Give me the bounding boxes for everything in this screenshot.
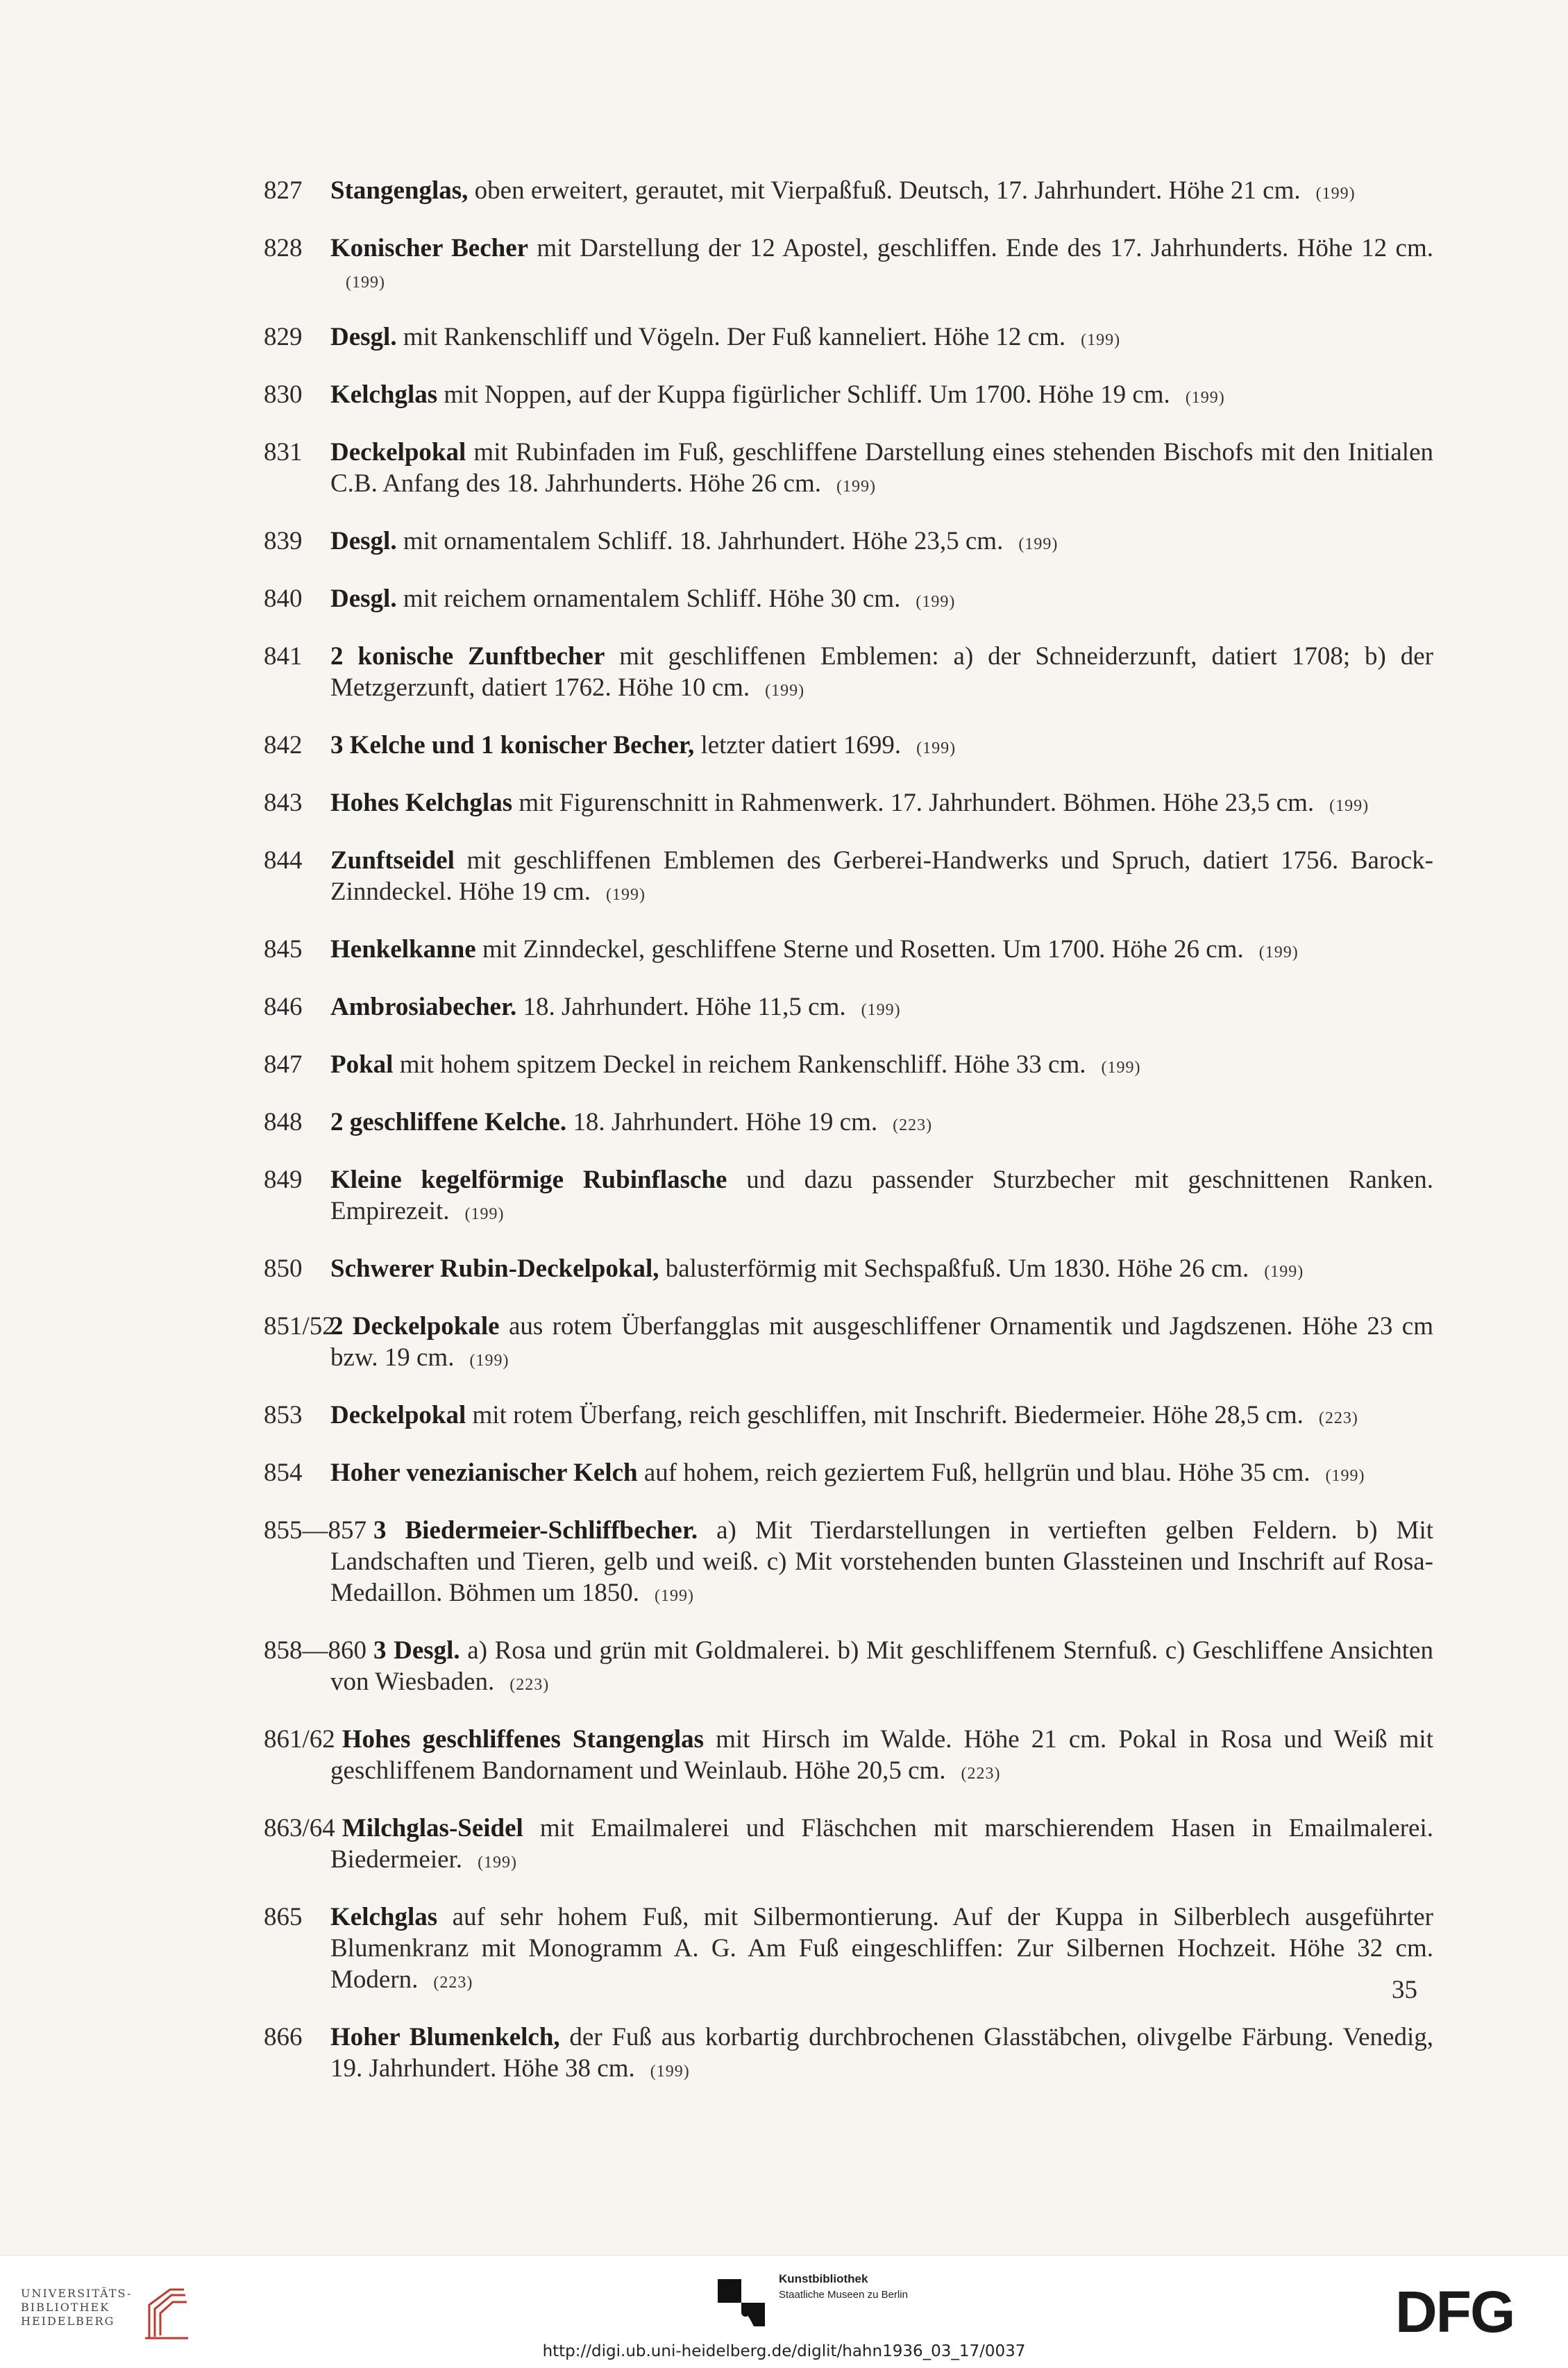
entry-title: Henkelkanne	[330, 935, 476, 964]
entry-reference: (199)	[464, 1205, 505, 1223]
entry-reference: (199)	[650, 2063, 690, 2081]
entry-description: mit Darstellung der 12 Apostel, geschliffen. Ende des 17. Jahrhunderts. Höhe 12 cm.	[528, 234, 1433, 262]
entry-reference: (199)	[606, 886, 646, 904]
catalog-entry	[264, 1724, 1433, 1790]
entry-title: Kleine kegelförmige Rubinflasche	[330, 1166, 727, 1194]
entry-title: 3 Biedermeier-Schliffbecher.	[373, 1516, 698, 1545]
entry-number: 863/64	[264, 1814, 335, 1842]
entry-reference: (199)	[655, 1587, 694, 1605]
catalog-entry	[264, 1901, 1433, 1999]
catalog-entry	[264, 526, 1433, 560]
entry-title: Desgl.	[330, 323, 397, 351]
university-line: BIBLIOTHEK	[21, 2301, 110, 2314]
entry-number: 846	[264, 993, 303, 1021]
entry-reference: (199)	[1101, 1059, 1141, 1077]
entry-title: Kelchglas	[330, 380, 438, 409]
catalog-entry	[264, 730, 1433, 764]
entry-description: mit Rankenschliff und Vögeln. Der Fuß kanneliert. Höhe 12 cm.	[396, 323, 1066, 351]
catalog-entry	[264, 1049, 1433, 1084]
entry-description: a) Rosa und grün mit Goldmalerei. b) Mit geschliffenem Sternfuß. c) Geschliffene Ansichten von Wiesbaden.	[330, 1636, 1433, 1696]
entry-title: Milchglas-Seidel	[342, 1814, 523, 1842]
entry-title: 2 konische Zunftbecher	[330, 642, 605, 671]
entry-description: mit reichem ornamentalem Schliff. Höhe 30 cm.	[396, 585, 901, 613]
catalog-entry	[264, 2022, 1433, 2088]
entry-description: mit ornamentalem Schliff. 18. Jahrhundert. Höhe 23,5 cm.	[396, 527, 1004, 555]
entry-number: 858—860	[264, 1636, 366, 1665]
entry-description: 18. Jahrhundert. Höhe 11,5 cm.	[516, 993, 846, 1021]
entry-description: mit Noppen, auf der Kuppa figürlicher Schliff. Um 1700. Höhe 19 cm.	[437, 380, 1170, 409]
catalog-entry	[264, 379, 1433, 414]
entry-reference: (199)	[916, 739, 956, 757]
entry-description: mit Rubinfaden im Fuß, geschliffene Darstellung eines stehenden Bischofs mit den Initialen C.B. Anfang des 18. Jahrhunderts. Höhe 26 cm.	[330, 438, 1433, 498]
entry-number: 850	[264, 1254, 303, 1283]
entry-title: Desgl.	[330, 585, 397, 613]
entry-title: 3 Kelche und 1 konischer Becher,	[330, 731, 695, 759]
entry-number: 839	[264, 527, 303, 555]
entry-reference: (199)	[469, 1352, 509, 1370]
heidelberg-logo-icon	[142, 2284, 191, 2341]
entry-description: mit Hirsch im Walde. Höhe 21 cm. Pokal in Rosa und Weiß mit geschliffenem Bandornament und Weinlaub. Höhe 20,5 cm.	[330, 1725, 1433, 1785]
university-library-logo-text	[21, 2287, 132, 2328]
entry-reference: (199)	[836, 478, 876, 496]
entry-description: aus rotem Überfangglas mit ausgeschliffener Ornamentik und Jagdszenen. Höhe 23 cm bzw. 19 cm.	[330, 1312, 1433, 1372]
catalog-entry	[264, 233, 1433, 299]
catalog-entry	[264, 321, 1433, 356]
entry-description: balusterförmig mit Sechspaßfuß. Um 1830. Höhe 26 cm.	[659, 1254, 1249, 1283]
entry-number: 840	[264, 585, 303, 613]
entry-description: letzter datiert 1699.	[694, 731, 902, 759]
entry-reference: (223)	[433, 1974, 473, 1992]
entry-number: 854	[264, 1459, 303, 1487]
entry-number: 830	[264, 380, 303, 409]
entry-description: und dazu passender Sturzbecher mit geschnittenen Ranken. Empirezeit.	[330, 1166, 1433, 1225]
entry-number: 865	[264, 1903, 303, 1931]
entry-reference: (199)	[765, 682, 805, 700]
entry-reference: (199)	[1325, 1467, 1365, 1485]
entry-title: 2 geschliffene Kelche.	[330, 1108, 567, 1136]
catalog-entry	[264, 1813, 1433, 1879]
university-line: UNIVERSITÄTS-	[21, 2287, 133, 2300]
entry-reference: (223)	[509, 1676, 550, 1694]
entry-number: 853	[264, 1401, 303, 1429]
entry-number: 847	[264, 1050, 303, 1079]
source-url[interactable]: http://digi.ub.uni-heidelberg.de/diglit/hahn1936_03_17/0037	[542, 2342, 1026, 2360]
catalog-entry	[264, 934, 1433, 968]
entry-title: Ambrosiabecher.	[330, 993, 517, 1021]
kunstbibliothek-logo-icon	[715, 2274, 770, 2329]
entry-number: 831	[264, 438, 303, 467]
catalog-entry	[264, 641, 1433, 707]
entry-number: 851/52	[264, 1312, 335, 1341]
entry-reference: (199)	[1315, 185, 1356, 203]
catalog-entry	[264, 437, 1433, 503]
entry-number: 861/62	[264, 1725, 335, 1754]
kunstbibliothek-text	[779, 2272, 908, 2303]
dfg-logo: DFG	[1395, 2279, 1515, 2344]
entry-number: 844	[264, 846, 303, 875]
entry-reference: (199)	[1329, 797, 1369, 815]
entry-reference: (199)	[1185, 389, 1225, 407]
entry-reference: (199)	[916, 593, 956, 611]
catalog-entry	[264, 991, 1433, 1026]
entry-title: Kelchglas	[330, 1903, 438, 1931]
entry-reference: (199)	[346, 274, 385, 292]
catalog-entry	[264, 1253, 1433, 1288]
entry-number: 828	[264, 234, 303, 262]
entry-title: 3 Desgl.	[373, 1636, 460, 1665]
entry-description: mit Zinndeckel, geschliffene Sterne und Rosetten. Um 1700. Höhe 26 cm.	[475, 935, 1244, 964]
catalog-entry	[264, 1107, 1433, 1141]
catalog-entry	[264, 845, 1433, 911]
university-line: HEIDELBERG	[21, 2315, 115, 2328]
entry-reference: (223)	[893, 1116, 933, 1134]
entry-description: auf hohem, reich geziertem Fuß, hellgrün und blau. Höhe 35 cm.	[637, 1459, 1310, 1487]
entry-title: 2 Deckelpokale	[330, 1312, 500, 1341]
entry-reference: (199)	[1264, 1263, 1304, 1281]
entry-number: 843	[264, 789, 303, 817]
entry-number: 849	[264, 1166, 303, 1194]
entry-description: mit Figurenschnitt in Rahmenwerk. 17. Jahrhundert. Böhmen. Höhe 23,5 cm.	[512, 789, 1315, 817]
entry-description: 18. Jahrhundert. Höhe 19 cm.	[566, 1108, 878, 1136]
entry-reference: (199)	[1081, 331, 1121, 349]
entry-reference: (223)	[961, 1765, 1001, 1783]
entry-number: 855—857	[264, 1516, 366, 1545]
catalog-entry	[264, 1400, 1433, 1434]
entry-reference: (223)	[1318, 1409, 1358, 1427]
entry-number: 829	[264, 323, 303, 351]
catalog-entry	[264, 175, 1433, 210]
entry-number: 848	[264, 1108, 303, 1136]
page-number: 35	[1392, 1976, 1417, 2004]
catalog-entry	[264, 1515, 1433, 1612]
entry-description: oben erweitert, gerautet, mit Vierpaßfuß. Deutsch, 17. Jahrhundert. Höhe 21 cm.	[468, 176, 1301, 205]
catalog-entry	[264, 1457, 1433, 1492]
entry-title: Hoher venezianischer Kelch	[330, 1459, 638, 1487]
entry-title: Schwerer Rubin-Deckelpokal,	[330, 1254, 659, 1283]
catalog-entries	[264, 175, 1433, 2110]
entry-title: Hoher Blumenkelch,	[330, 2023, 560, 2051]
entry-title: Zunftseidel	[330, 846, 455, 875]
entry-reference: (199)	[1258, 943, 1299, 962]
entry-reference: (199)	[478, 1854, 518, 1872]
entry-description: auf sehr hohem Fuß, mit Silbermontierung. Auf der Kuppa in Silberblech ausgeführter Blumenkranz mit Monogramm A. G. Am Fuß eingeschliffen: Zur Silbernen Hochzeit. Höhe 32 cm. Modern.	[330, 1903, 1433, 1994]
catalog-entry	[264, 1164, 1433, 1230]
kb-subtitle: Staatliche Museen zu Berlin	[779, 2289, 908, 2301]
entry-description: mit rotem Überfang, reich geschliffen, mit Inschrift. Biedermeier. Höhe 28,5 cm.	[466, 1401, 1304, 1429]
catalog-entry	[264, 1311, 1433, 1377]
entry-reference: (199)	[1018, 535, 1059, 553]
catalog-entry	[264, 1635, 1433, 1701]
entry-number: 845	[264, 935, 303, 964]
kb-title: Kunstbibliothek	[779, 2272, 868, 2285]
entry-description: a) Mit Tierdarstellungen in vertieften gelben Feldern. b) Mit Landschaften und Tieren, gelb und weiß. c) Mit vorstehenden bunten Glassteinen und Inschrift auf Rosa-Medaillon. Böhmen um 1850.	[330, 1516, 1433, 1607]
entry-number: 841	[264, 642, 303, 671]
entry-title: Stangenglas,	[330, 176, 469, 205]
entry-title: Hohes Kelchglas	[330, 789, 513, 817]
entry-title: Deckelpokal	[330, 438, 466, 467]
entry-title: Deckelpokal	[330, 1401, 466, 1429]
catalog-entry	[264, 787, 1433, 822]
catalog-entry	[264, 583, 1433, 618]
entry-number: 866	[264, 2023, 303, 2051]
entry-description: der Fuß aus korbartig durchbrochenen Glasstäbchen, olivgelbe Färbung. Venedig, 19. Jahrhundert. Höhe 38 cm.	[330, 2023, 1434, 2083]
entry-number: 842	[264, 731, 303, 759]
entry-description: mit geschliffenen Emblemen: a) der Schneiderzunft, datiert 1708; b) der Metzgerzunft, datiert 1762. Höhe 10 cm.	[330, 642, 1433, 702]
entry-title: Konischer Becher	[330, 234, 529, 262]
entry-number: 827	[264, 176, 303, 205]
entry-title: Desgl.	[330, 527, 397, 555]
entry-title: Hohes geschliffenes Stangenglas	[342, 1725, 705, 1754]
entry-reference: (199)	[861, 1001, 901, 1019]
entry-description: mit Emailmalerei und Fläschchen mit marschierendem Hasen in Emailmalerei. Biedermeier.	[330, 1814, 1433, 1874]
entry-description: mit hohem spitzem Deckel in reichem Rankenschliff. Höhe 33 cm.	[393, 1050, 1086, 1079]
entry-title: Pokal	[330, 1050, 394, 1079]
entry-description: mit geschliffenen Emblemen des Gerberei-Handwerks und Spruch, datiert 1756. Barock-Zinndeckel. Höhe 19 cm.	[330, 846, 1433, 906]
